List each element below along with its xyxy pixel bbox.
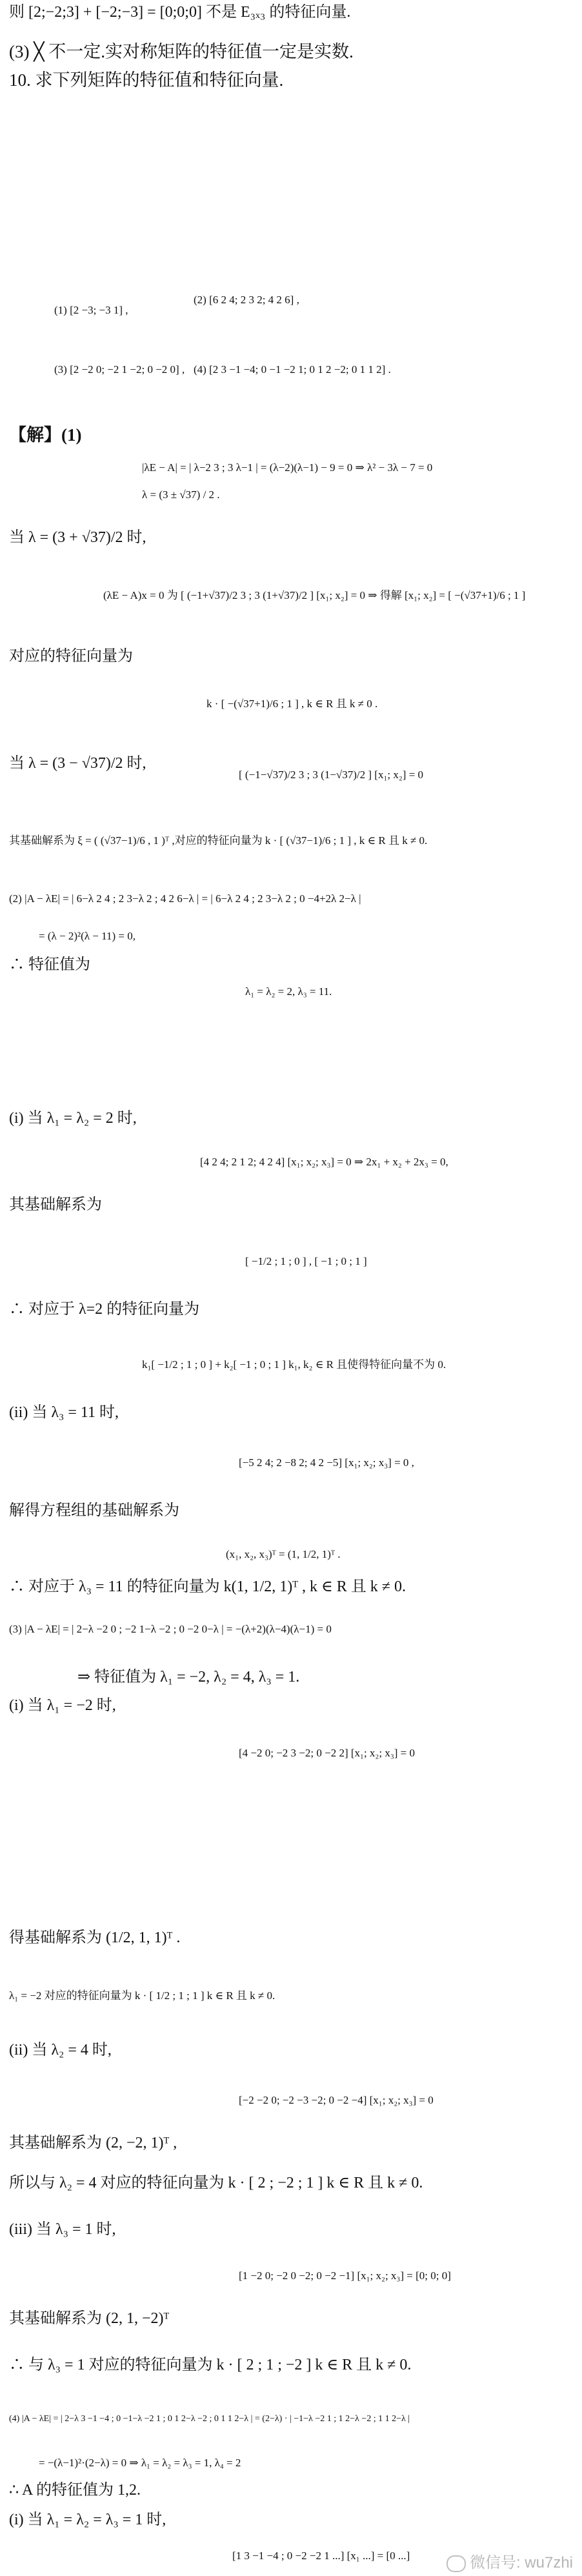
wechat-icon <box>447 2555 466 2572</box>
solution-heading: 【解】(1) <box>9 425 82 445</box>
watermark <box>447 2550 573 2572</box>
text-basis-2i: 其基础解系为 <box>9 1196 102 1213</box>
text-case-4i: (i) 当 λ₁ = λ₂ = λ₃ = 1 时, <box>9 2511 166 2528</box>
eq-system-2i: [4 2 4; 2 1 2; 4 2 4] [x₁; x₂; x₃] = 0 ⇒ 2x₁ + x₂ + 2x₃ = 0, <box>200 1156 448 1168</box>
eq-factored-2: = (λ − 2)²(λ − 11) = 0, <box>39 930 135 942</box>
eq-system-3i: [4 −2 0; −2 3 −2; 0 −2 2] [x₁; x₂; x₃] = 0 <box>239 1747 416 1759</box>
text-eigvec-3iii: ∴ 与 λ₃ = 1 对应的特征向量为 k · [ 2 ; 1 ; −2 ] k ∈ R 且 k ≠ 0. <box>9 2357 412 2373</box>
text-basis-3iii: 其基础解系为 (2, 1, −2)ᵀ <box>9 2310 170 2327</box>
watermark-text: 微信号: wu7zhi <box>469 2554 573 2571</box>
eq-char-poly-3: (3) |A − λE| = | 2−λ −2 0 ; −2 1−λ −2 ; 0 −2 0−λ | = −(λ+2)(λ−4)(λ−1) = 0 <box>9 1623 332 1635</box>
eq-basis-2ii: (x₁, x₂, x₃)ᵀ = (1, 1/2, 1)ᵀ . <box>226 1548 341 1560</box>
eq-char-poly-1: |λE − A| = | λ−2 3 ; 3 λ−1 | = (λ−2)(λ−1) − 9 = 0 ⇒ λ² − 3λ − 7 = 0 <box>142 461 433 474</box>
text-case-1b: 当 λ = (3 − √37)/2 时, <box>9 755 146 772</box>
eq-factored-4: = −(λ−1)²·(2−λ) = 0 ⇒ λ₁ = λ₂ = λ₃ = 1, λ₄ = 2 <box>39 2457 241 2469</box>
text-line-1: 则 [2;−2;3] + [−2;−3] = [0;0;0] 不是 E₃ₓ₃ 的特征向量. <box>9 4 351 21</box>
text-case-2i: (i) 当 λ₁ = λ₂ = 2 时, <box>9 1110 137 1127</box>
text-basis-3i: 得基础解系为 (1/2, 1, 1)ᵀ . <box>9 1929 181 1946</box>
matrix-q3: (3) [2 −2 0; −2 1 −2; 0 −2 0] , <box>54 363 185 376</box>
text-case-3i: (i) 当 λ₁ = −2 时, <box>9 1697 116 1714</box>
text-eigenvalues-4: ∴ A 的特征值为 1,2. <box>9 2482 141 2499</box>
text-case-3ii: (ii) 当 λ₂ = 4 时, <box>9 2042 112 2058</box>
text-case-1a: 当 λ = (3 + √37)/2 时, <box>9 529 146 546</box>
eq-char-poly-2: (2) |A − λE| = | 6−λ 2 4 ; 2 3−λ 2 ; 4 2 6−λ | = | 6−λ 2 4 ; 2 3−λ 2 ; 0 −4+2λ 2−λ | <box>9 892 361 905</box>
text-eigvec-2ii: ∴ 对应于 λ₃ = 11 的特征向量为 k(1, 1/2, 1)ᵀ , k ∈ R 且 k ≠ 0. <box>9 1578 406 1595</box>
text-basis-2ii: 解得方程组的基础解系为 <box>9 1502 179 1519</box>
text-line-2: (3) ╳ 不一定.实对称矩阵的特征值一定是实数. <box>9 42 354 61</box>
eq-char-poly-4: (4) |A − λE| = | 2−λ 3 −1 −4 ; 0 −1−λ −2 1 ; 0 1 2−λ −2 ; 0 1 1 2−λ | = (2−λ) · | −1−λ −2 1 ; 1 2−λ −2 ; 1 1 2−λ | <box>9 2414 410 2424</box>
eq-system-3ii: [−2 −2 0; −2 −3 −2; 0 −2 −4] [x₁; x₂; x₃] = 0 <box>239 2094 434 2106</box>
matrix-q2: (2) [6 2 4; 2 3 2; 4 2 6] , <box>194 294 299 306</box>
eq-system-1a: (λE − A)x = 0 为 [ (−1+√37)/2 3 ; 3 (1+√37)/2 ] [x₁; x₂] = 0 ⇒ 得解 [x₁; x₂] = [ −(√37+1)/6 ; 1 ] <box>103 589 526 601</box>
text-basis-3ii: 其基础解系为 (2, −2, 1)ᵀ , <box>9 2135 177 2151</box>
text-basis-1b: 其基础解系为 ξ = ( (√37−1)/6 , 1 )ᵀ ,对应的特征向量为 k · [ (√37−1)/6 ; 1 ] , k ∈ R 且 k ≠ 0. <box>9 834 428 847</box>
eq-eigvec-1a: k · [ −(√37+1)/6 ; 1 ] , k ∈ R 且 k ≠ 0 . <box>206 698 378 710</box>
heading-question-10: 10. 求下列矩阵的特征值和特征向量. <box>9 70 284 90</box>
text-eigenvalues-2: ∴ 特征值为 <box>9 956 90 973</box>
text-eigvec-3ii: 所以与 λ₂ = 4 对应的特征向量为 k · [ 2 ; −2 ; 1 ] k ∈ R 且 k ≠ 0. <box>9 2175 423 2191</box>
text-eigenvalues-3: ⇒ 特征值为 λ₁ = −2, λ₂ = 4, λ₃ = 1. <box>77 1669 300 1685</box>
eq-eigenvalues-2: λ₁ = λ₂ = 2, λ₃ = 11. <box>245 985 332 998</box>
eq-system-3iii: [1 −2 0; −2 0 −2; 0 −2 −1] [x₁; x₂; x₃] = [0; 0; 0] <box>239 2269 451 2282</box>
eq-eigvec-3i: λ₁ = −2 对应的特征向量为 k · [ 1/2 ; 1 ; 1 ] k ∈ R 且 k ≠ 0. <box>9 1989 276 2002</box>
text-case-3iii: (iii) 当 λ₃ = 1 时, <box>9 2221 116 2238</box>
eq-system-4i: [1 3 −1 −4 ; 0 −2 −2 1 ...] [x₁ ...] = [0 ...] <box>232 2550 410 2562</box>
eq-system-2ii: [−5 2 4; 2 −8 2; 4 2 −5] [x₁; x₂; x₃] = 0 , <box>239 1456 414 1469</box>
text-eigvec-2i: ∴ 对应于 λ=2 的特征向量为 <box>9 1301 200 1318</box>
eq-lambda-1: λ = (3 ± √37) / 2 . <box>142 488 220 501</box>
eq-basis-2i: [ −1/2 ; 1 ; 0 ] , [ −1 ; 0 ; 1 ] <box>245 1255 367 1267</box>
eq-system-1b: [ (−1−√37)/2 3 ; 3 (1−√37)/2 ] [x₁; x₂] = 0 <box>239 769 424 781</box>
text-case-2ii: (ii) 当 λ₃ = 11 时, <box>9 1404 119 1421</box>
text-eigvec-label: 对应的特征向量为 <box>9 648 133 665</box>
matrix-q1: (1) [2 −3; −3 1] , <box>54 304 128 316</box>
matrix-q4: (4) [2 3 −1 −4; 0 −1 −2 1; 0 1 2 −2; 0 1 1 2] . <box>194 363 391 376</box>
eq-eigvec-2i: k₁[ −1/2 ; 1 ; 0 ] + k₂[ −1 ; 0 ; 1 ] k₁, k₂ ∈ R 且使得特征向量不为 0. <box>142 1358 447 1371</box>
